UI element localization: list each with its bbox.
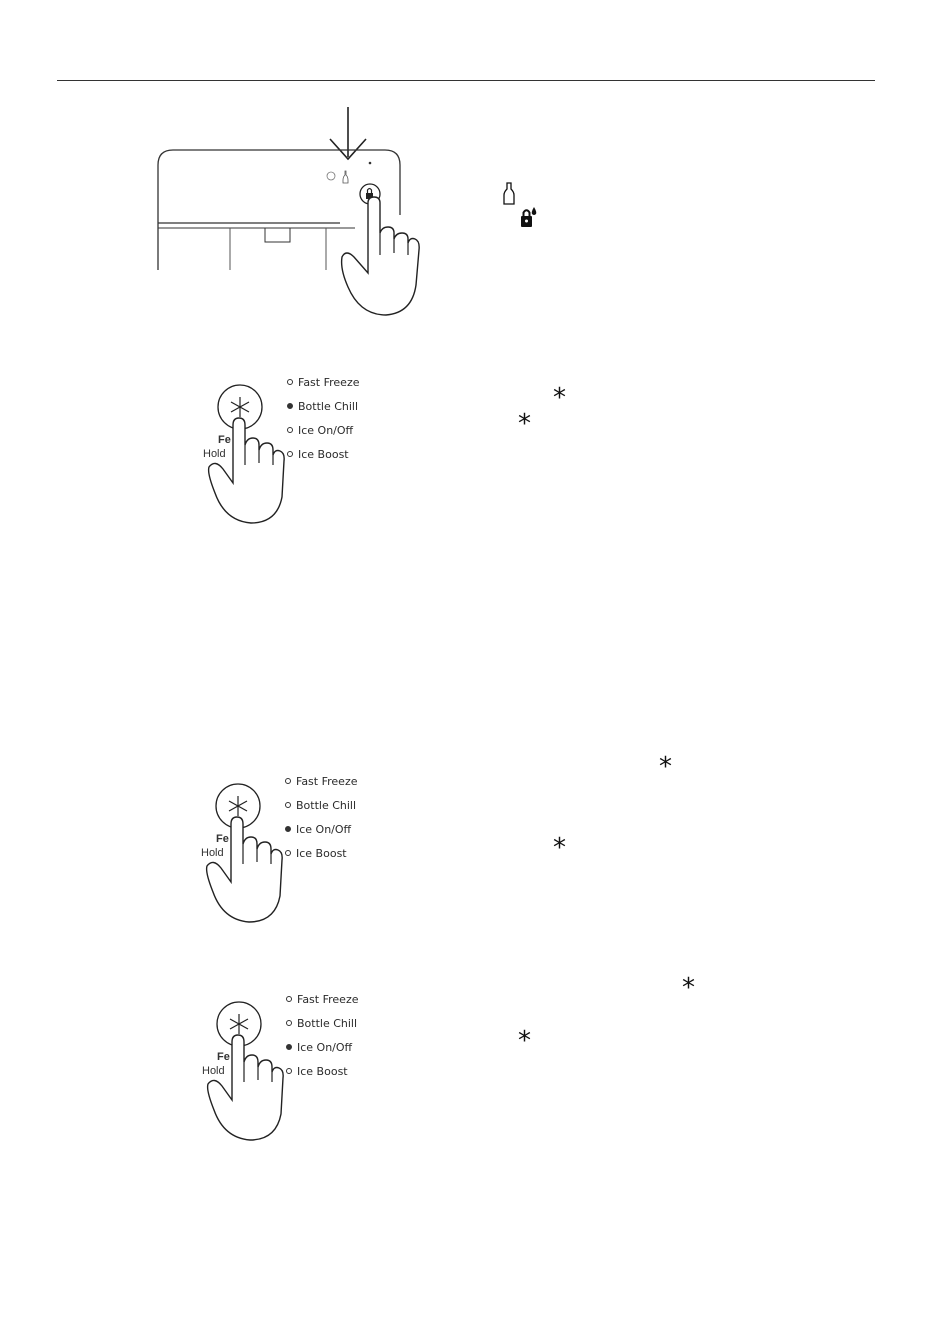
- partial-label-bottom: Hold: [202, 1065, 225, 1077]
- bottle-icon: [503, 182, 515, 206]
- option-ice-boost: Ice Boost: [287, 448, 349, 461]
- snowflake-icon: *: [518, 409, 531, 439]
- dispenser-figure: [150, 105, 420, 320]
- snowflake-icon: *: [518, 1026, 531, 1056]
- partial-label-top: Fe: [216, 833, 229, 845]
- snowflake-icon: *: [682, 973, 695, 1003]
- partial-label-top: Fe: [217, 1051, 230, 1063]
- snowflake-icon: *: [553, 383, 566, 413]
- partial-label-bottom: Hold: [201, 847, 224, 859]
- option-bottle-chill: Bottle Chill: [286, 1017, 357, 1030]
- header-rule: [57, 80, 875, 81]
- option-fast-freeze: Fast Freeze: [286, 993, 358, 1006]
- option-fast-freeze: Fast Freeze: [285, 775, 357, 788]
- snowflake-icon: *: [659, 752, 672, 782]
- lock-water-icon: [519, 205, 539, 229]
- option-ice-boost: Ice Boost: [286, 1065, 348, 1078]
- partial-label-top: Fe: [218, 434, 231, 446]
- option-ice-boost: Ice Boost: [285, 847, 347, 860]
- partial-label-bottom: Hold: [203, 448, 226, 460]
- option-bottle-chill: Bottle Chill: [285, 799, 356, 812]
- option-fast-freeze: Fast Freeze: [287, 376, 359, 389]
- option-ice-on-off: Ice On/Off: [287, 424, 353, 437]
- option-ice-on-off: Ice On/Off: [285, 823, 351, 836]
- option-bottle-chill: Bottle Chill: [287, 400, 358, 413]
- snowflake-icon: *: [553, 833, 566, 863]
- option-ice-on-off: Ice On/Off: [286, 1041, 352, 1054]
